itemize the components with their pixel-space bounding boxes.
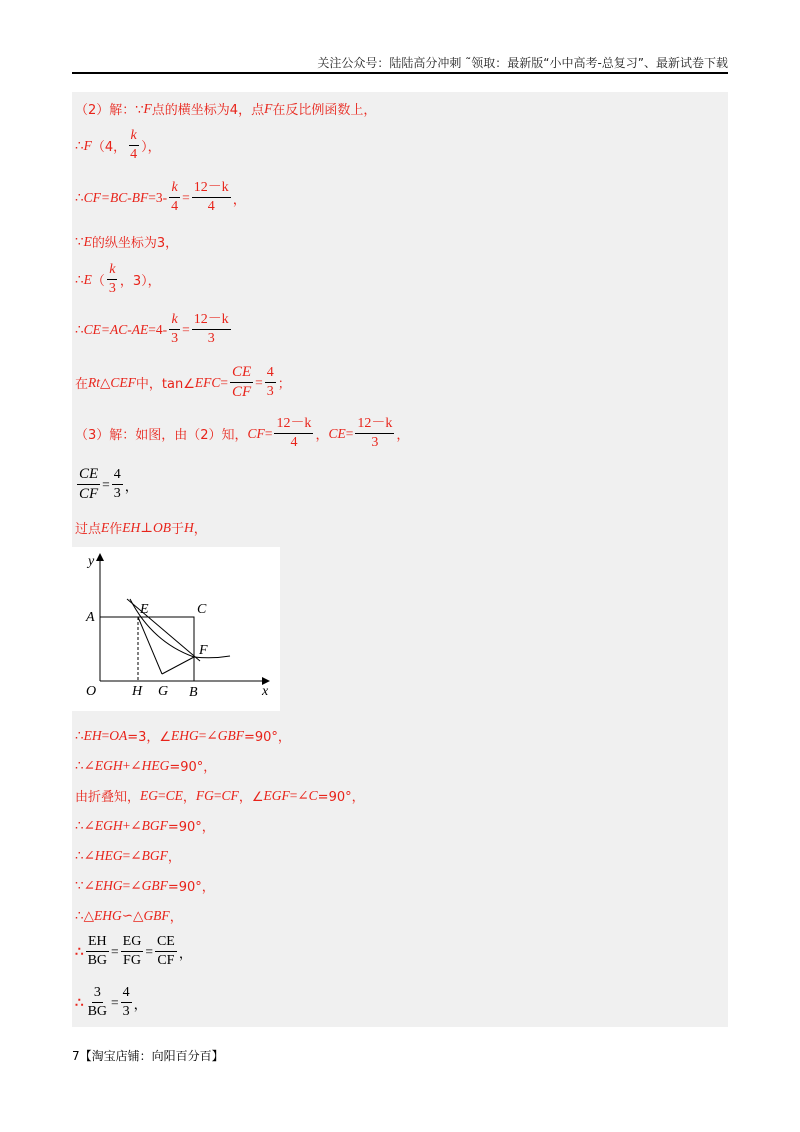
- page-header: 关注公众号：陆陆高分冲刺 ˜领取：最新版“小中高考-总复习”、最新试卷下载: [317, 56, 728, 70]
- l7-fraction-2: [265, 365, 276, 400]
- l8-sep: ，: [315, 428, 329, 444]
- l8-pre: （3）解：如图，由（2）知，: [75, 428, 248, 444]
- solution-line-11: [75, 726, 291, 745]
- solution-line-9: [75, 466, 138, 504]
- l8-den-1: 4: [290, 435, 298, 451]
- l16-eq: =∠: [122, 877, 142, 893]
- solution-line-12: [75, 756, 216, 775]
- l18-num-1: EH: [86, 934, 109, 952]
- l10-ob: OB: [152, 519, 171, 535]
- label-o: O: [86, 684, 97, 699]
- l9-num-1: CE: [77, 466, 100, 485]
- solution-content: [72, 92, 728, 1027]
- l18-den-2: FG: [123, 953, 141, 969]
- l9-den-1: CF: [79, 486, 99, 503]
- solution-line-1: [75, 99, 376, 118]
- l15-post: ，: [167, 850, 181, 865]
- l19-fraction-2: [121, 985, 132, 1020]
- l19-eq: =: [111, 994, 119, 1010]
- label-c: C: [197, 602, 207, 617]
- l14-plus: +∠: [122, 817, 142, 833]
- l19-den-1: BG: [87, 1004, 108, 1020]
- header-rule: [72, 72, 728, 74]
- solution-line-16: [75, 876, 215, 895]
- l17-b: GBF: [143, 907, 170, 923]
- l12-a: EGH: [94, 757, 123, 773]
- l13-eq2: =: [213, 787, 222, 803]
- l19-pre: ∴: [75, 994, 84, 1010]
- solution-line-2: [75, 128, 161, 163]
- l17-a: EHG: [93, 907, 122, 923]
- label-f: F: [199, 643, 208, 658]
- l14-b: BGF: [141, 817, 168, 833]
- l8-num-2: 12－k: [355, 416, 394, 434]
- l17-post: ，: [169, 910, 183, 925]
- label-y: y: [88, 554, 95, 569]
- l13-eq3: =∠: [289, 787, 309, 803]
- l12-pre: ∴∠: [75, 757, 95, 773]
- solution-line-7: [75, 364, 291, 402]
- l7-mid: 中，tan∠: [135, 377, 195, 393]
- l19-post: ，: [133, 996, 148, 1012]
- l5-den: 3: [108, 281, 116, 297]
- l12-b: HEG: [141, 757, 170, 773]
- l4-post: 的纵坐标为3，: [91, 236, 179, 251]
- l6-den-1: 3: [171, 331, 179, 347]
- solution-line-17: [75, 906, 183, 925]
- l7-den-1: CF: [232, 384, 252, 401]
- l18-den-1: BG: [87, 953, 108, 969]
- l3-fraction-2: [192, 180, 231, 215]
- l6-fraction-1: [169, 312, 180, 347]
- l3-eq2: =: [182, 189, 190, 205]
- l14-pre: ∴∠: [75, 817, 95, 833]
- l18-num-2: EG: [121, 934, 144, 952]
- l10-var-e: E: [101, 519, 110, 535]
- l3-pre: ∴: [75, 189, 84, 205]
- l15-eq: =∠: [122, 847, 142, 863]
- l19-den-2: 3: [122, 1004, 130, 1020]
- segment-gf: [162, 657, 194, 674]
- l1-mid: 点的横坐标为4，点: [151, 103, 265, 118]
- l15-b: BGF: [141, 847, 168, 863]
- l18-post: ，: [178, 945, 193, 961]
- l12-post: =90°，: [169, 760, 217, 775]
- l18-eq2: =: [145, 943, 153, 959]
- l8-eq: =: [264, 425, 273, 441]
- l12-plus: +∠: [122, 757, 142, 773]
- l19-num-2: 4: [121, 985, 132, 1003]
- l18-fraction-1: [86, 934, 109, 969]
- l9-post: ，: [124, 478, 139, 494]
- l13-sep2: ，∠: [238, 790, 264, 805]
- l1-post: 在反比例函数上，: [272, 103, 377, 118]
- l11-eq: =: [101, 727, 110, 743]
- l16-post: =90°，: [167, 880, 215, 895]
- solution-line-8: [75, 416, 409, 451]
- l13-c: FG: [195, 787, 214, 803]
- l2-fraction: [128, 128, 139, 163]
- l19-fraction-1: [86, 985, 109, 1020]
- l7-pre: 在: [75, 377, 89, 393]
- l10-mid: 作: [109, 522, 123, 537]
- l17-sim: ∽△: [121, 907, 144, 923]
- l19-num-1: 3: [92, 985, 103, 1003]
- l8-fraction-1: [274, 416, 313, 451]
- l13-pre: 由折叠知，: [75, 790, 141, 805]
- page-footer: 7【淘宝店铺：向阳百分百】: [72, 1049, 224, 1063]
- l10-pre: 过点: [75, 522, 102, 537]
- l1-pre: （2）解：∵: [75, 103, 144, 118]
- l10-post: ，: [193, 522, 207, 537]
- l5-close: ，3），: [119, 274, 161, 290]
- l6-num-2: 12－k: [192, 312, 231, 330]
- l2-close: ），: [141, 140, 161, 156]
- l3-expr: CF=BC-BF: [83, 189, 149, 205]
- solution-line-10: [75, 518, 207, 537]
- l2-num: k: [129, 128, 139, 146]
- l15-pre: ∴∠: [75, 847, 95, 863]
- l6-den-2: 3: [207, 331, 215, 347]
- l8-eq2: =: [345, 425, 354, 441]
- l3-num-1: k: [169, 180, 179, 198]
- l16-b: GBF: [141, 877, 168, 893]
- l13-a: EG: [140, 787, 159, 803]
- l6-eq: =4-: [148, 321, 168, 337]
- l4-pre: ∵: [75, 233, 84, 249]
- l7-num-1: CE: [230, 364, 253, 383]
- solution-line-18: [75, 934, 192, 969]
- l9-fraction-2: [112, 467, 123, 502]
- l13-b: CE: [165, 787, 183, 803]
- l14-a: EGH: [94, 817, 123, 833]
- l3-eq: =3-: [148, 189, 168, 205]
- l13-eq: =: [158, 787, 166, 803]
- l18-den-3: CF: [157, 953, 175, 969]
- l11-a: EH: [83, 727, 102, 743]
- solution-line-14: [75, 816, 215, 835]
- l9-eq: =: [102, 476, 110, 492]
- l11-c: EHG: [171, 727, 199, 743]
- label-a: A: [86, 610, 95, 625]
- l10-eh: EH: [122, 519, 141, 535]
- l8-den-2: 3: [371, 435, 379, 451]
- l8-cf: CF: [247, 425, 265, 441]
- l7-rt: Rt: [88, 374, 101, 390]
- l13-e: EGF: [263, 787, 290, 803]
- l7-efc: EFC: [194, 374, 221, 390]
- solution-line-15: [75, 846, 181, 865]
- l8-post: ，: [396, 428, 410, 444]
- l7-den-2: 3: [266, 384, 274, 400]
- l5-var-e: E: [83, 271, 92, 287]
- l5-open: （: [91, 274, 105, 290]
- l11-d: GBF: [217, 727, 244, 743]
- label-e: E: [140, 602, 149, 617]
- l6-num-1: k: [169, 312, 179, 330]
- solution-line-5: [75, 262, 161, 297]
- l3-fraction-1: [169, 180, 180, 215]
- l17-pre: ∴△: [75, 907, 94, 923]
- l18-num-3: CE: [155, 934, 177, 952]
- l18-fraction-2: [121, 934, 144, 969]
- l11-pre: ∴: [75, 727, 84, 743]
- l16-a: EHG: [94, 877, 123, 893]
- l11-mid: =3，∠: [127, 730, 172, 745]
- l6-expr: CE=AC-AE: [83, 321, 149, 337]
- l8-num-1: 12－k: [274, 416, 313, 434]
- geometry-figure: [72, 547, 280, 711]
- l2-pre: ∴: [75, 137, 84, 153]
- l3-post: ，: [232, 191, 247, 207]
- l6-eq2: =: [182, 321, 190, 337]
- l11-post: =90°，: [243, 730, 291, 745]
- l6-pre: ∴: [75, 321, 84, 337]
- l11-b: OA: [109, 727, 128, 743]
- l9-num-2: 4: [112, 467, 123, 485]
- l7-tri: △: [100, 374, 111, 390]
- l4-var-e: E: [83, 233, 92, 249]
- l7-eq2: =: [255, 374, 263, 390]
- label-b: B: [189, 685, 198, 700]
- l15-a: HEG: [94, 847, 123, 863]
- l2-var-f: F: [83, 137, 92, 153]
- l10-var-h: H: [184, 519, 194, 535]
- label-g: G: [158, 684, 169, 699]
- l10-mid2: 于: [170, 522, 184, 537]
- label-x: x: [262, 684, 269, 699]
- solution-line-13: [75, 786, 365, 805]
- l5-num: k: [107, 262, 117, 280]
- l11-eq2: =∠: [198, 727, 218, 743]
- l7-post: ；: [277, 377, 291, 393]
- solution-line-4: [75, 232, 178, 251]
- l10-perp: ⊥: [140, 519, 153, 535]
- solution-line-3: [75, 180, 246, 215]
- l8-fraction-2: [355, 416, 394, 451]
- l7-fraction-1: [230, 364, 253, 402]
- solution-line-19: [75, 985, 147, 1020]
- l13-sep: ，: [182, 790, 196, 805]
- l7-cef: CEF: [110, 374, 136, 390]
- l5-fraction: [107, 262, 118, 297]
- l3-den-1: 4: [171, 199, 179, 215]
- solution-line-6: [75, 312, 233, 347]
- l18-pre: ∴: [75, 943, 84, 959]
- l13-d: CF: [221, 787, 239, 803]
- l1-var-f: F: [143, 100, 152, 116]
- l9-fraction-1: [77, 466, 100, 504]
- l8-ce: CE: [328, 425, 346, 441]
- l18-fraction-3: [155, 934, 177, 969]
- label-h: H: [132, 684, 143, 699]
- l14-post: =90°，: [167, 820, 215, 835]
- l2-den: 4: [130, 147, 138, 163]
- l18-eq: =: [111, 943, 119, 959]
- l2-open: （4，: [91, 140, 127, 156]
- l9-den-2: 3: [113, 486, 121, 502]
- l13-f: C: [308, 787, 318, 803]
- l16-pre: ∵∠: [75, 877, 95, 893]
- l1-var-f2: F: [264, 100, 273, 116]
- l3-num-2: 12－k: [192, 180, 231, 198]
- l6-fraction-2: [192, 312, 231, 347]
- l7-eq: =: [220, 374, 228, 390]
- l3-den-2: 4: [207, 199, 215, 215]
- l13-post: =90°，: [317, 790, 365, 805]
- l7-num-2: 4: [265, 365, 276, 383]
- l5-pre: ∴: [75, 271, 84, 287]
